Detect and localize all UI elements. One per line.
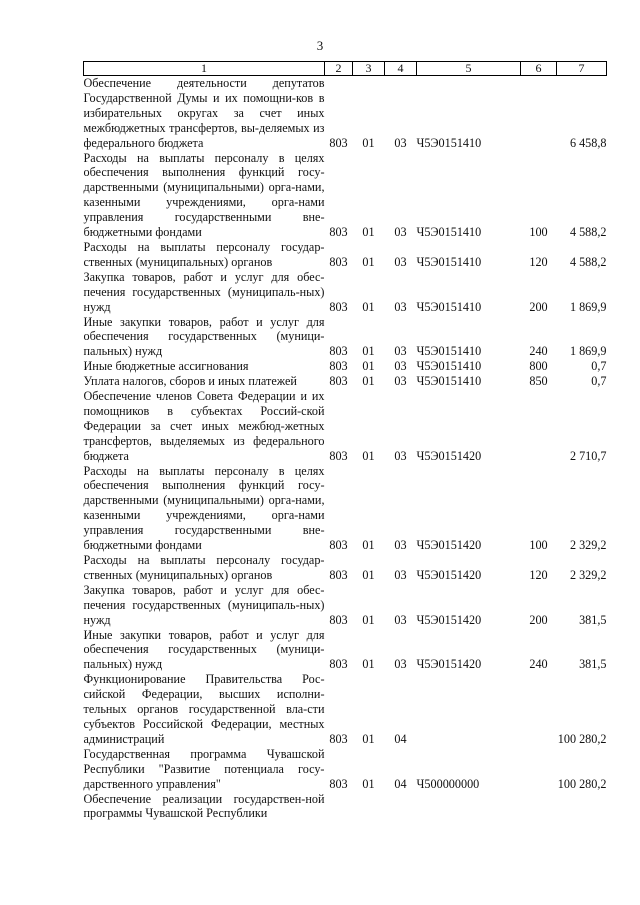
column-header: 4 (385, 62, 417, 76)
department-code: 803 (329, 612, 348, 627)
target-item-code: Ч500000000 (416, 776, 480, 791)
subsection-code: 03 (394, 359, 407, 374)
subsection-code: 03 (394, 448, 407, 463)
row-description: Обеспечение членов Совета Федерации и их помощников в субъектах Россий-ской Федерации за счет иных межбюд-жетных трансфертов, выделяемых из федерального бюджета (83, 389, 325, 463)
table-row (84, 672, 607, 747)
amount: 2 329,2 (569, 538, 607, 553)
department-code: 803 (329, 448, 348, 463)
subsection-code: 03 (394, 612, 407, 627)
department-code (325, 792, 353, 822)
column-header: 1 (84, 62, 325, 76)
expense-type-code: 240 (529, 344, 548, 359)
target-item-code (417, 672, 521, 747)
amount: 2 710,7 (569, 448, 607, 463)
row-description: Закупка товаров, работ и услуг для обес-печения государственных (муниципаль-ных) нужд (83, 582, 325, 627)
expense-type-code (521, 792, 557, 822)
row-description: Иные бюджетные ассигнования (83, 359, 249, 374)
table-row (84, 464, 607, 553)
section-code: 01 (362, 776, 375, 791)
column-header: 7 (557, 62, 607, 76)
department-code: 803 (329, 538, 348, 553)
table-row (84, 792, 607, 822)
row-description: Уплата налогов, сборов и иных платежей (83, 374, 297, 389)
target-item-code: Ч5Э0151410 (416, 225, 482, 240)
section-code: 01 (362, 359, 375, 374)
department-code: 803 (329, 225, 348, 240)
table-row (84, 270, 607, 315)
department-code: 803 (329, 657, 348, 672)
section-code: 01 (362, 731, 375, 746)
table-row (84, 359, 607, 374)
section-code: 01 (362, 374, 375, 389)
subsection-code: 04 (394, 731, 407, 746)
department-code: 803 (329, 344, 348, 359)
target-item-code: Ч5Э0151410 (416, 344, 482, 359)
table-row (84, 240, 607, 270)
amount: 0,7 (591, 359, 607, 374)
amount: 100 280,2 (557, 731, 607, 746)
department-code: 803 (329, 135, 348, 150)
section-code: 01 (362, 254, 375, 269)
table-row (84, 553, 607, 583)
target-item-code: Ч5Э0151420 (416, 538, 482, 553)
amount: 1 869,9 (569, 344, 607, 359)
amount: 2 329,2 (569, 567, 607, 582)
expense-type-code: 800 (529, 359, 548, 374)
target-item-code: Ч5Э0151410 (416, 299, 482, 314)
department-code: 803 (329, 254, 348, 269)
budget-table-body (84, 76, 607, 822)
amount: 0,7 (591, 374, 607, 389)
target-item-code: Ч5Э0151420 (416, 657, 482, 672)
table-row (84, 628, 607, 673)
amount: 381,5 (579, 657, 607, 672)
row-description: Обеспечение деятельности депутатов Государственной Думы и их помощни-ков в избирательных округах за счет иных межбюджетных трансфертов, вы-деляемых из федерального бюджета (83, 76, 325, 150)
subsection-code: 03 (394, 254, 407, 269)
section-code: 01 (362, 225, 375, 240)
column-header: 5 (417, 62, 521, 76)
expense-type-code: 200 (529, 612, 548, 627)
subsection-code: 03 (394, 657, 407, 672)
expense-type-code: 100 (529, 225, 548, 240)
row-description: Иные закупки товаров, работ и услуг для обеспечения государственных (муници-пальных) нужд (83, 627, 325, 672)
table-row (84, 389, 607, 464)
subsection-code: 03 (394, 299, 407, 314)
target-item-code: Ч5Э0151410 (416, 374, 482, 389)
page-number: 3 (316, 38, 324, 53)
row-description: Государственная программа Чувашской Республики "Развитие потенциала госу-дарственного управления" (83, 746, 325, 791)
row-description: Расходы на выплаты персоналу государ-ственных (муниципальных) органов (83, 553, 325, 582)
section-code: 01 (362, 135, 375, 150)
department-code: 803 (329, 359, 348, 374)
section-code: 01 (362, 448, 375, 463)
row-description: Функционирование Правительства Рос-сийской Федерации, высших исполни-тельных органов государственной вла-сти субъектов Российской Федерации, местных администраций (83, 672, 325, 746)
subsection-code: 03 (394, 344, 407, 359)
amount: 381,5 (579, 612, 607, 627)
expense-type-code (521, 747, 557, 792)
expense-type-code (521, 389, 557, 464)
section-code (353, 792, 385, 822)
table-row (84, 747, 607, 792)
target-item-code: Ч5Э0151420 (416, 612, 482, 627)
amount: 6 458,8 (569, 135, 607, 150)
expense-type-code: 240 (529, 657, 548, 672)
row-description: Иные закупки товаров, работ и услуг для обеспечения государственных (муници-пальных) нужд (83, 314, 325, 359)
column-header: 3 (353, 62, 385, 76)
row-description: Расходы на выплаты персоналу государ-ственных (муниципальных) органов (83, 239, 325, 269)
department-code: 803 (329, 776, 348, 791)
target-item-code: Ч5Э0151410 (416, 135, 482, 150)
table-row (84, 151, 607, 240)
column-number-header (84, 62, 607, 76)
department-code: 803 (329, 731, 348, 746)
amount: 100 280,2 (557, 776, 607, 791)
amount (557, 792, 607, 822)
target-item-code: Ч5Э0151420 (416, 567, 482, 582)
row-description: Закупка товаров, работ и услуг для обес-печения государственных (муниципаль-ных) нужд (83, 269, 325, 314)
amount: 4 588,2 (569, 225, 607, 240)
table-row (84, 374, 607, 389)
expense-type-code (521, 76, 557, 151)
column-header: 2 (325, 62, 353, 76)
target-item-code: Ч5Э0151420 (416, 448, 482, 463)
row-description: Расходы на выплаты персоналу в целях обеспечения выполнения функций госу-дарственными (муниципальными) орга-нами, казенными учреждениями, орга-нами управления государственными вне-бюджетными фондами (83, 150, 325, 240)
column-header: 6 (521, 62, 557, 76)
subsection-code: 04 (394, 776, 407, 791)
budget-table (83, 61, 607, 821)
department-code: 803 (329, 299, 348, 314)
expense-type-code: 850 (529, 374, 548, 389)
subsection-code: 03 (394, 567, 407, 582)
section-code: 01 (362, 657, 375, 672)
target-item-code: Ч5Э0151410 (416, 254, 482, 269)
expense-type-code: 120 (529, 567, 548, 582)
target-item-code (417, 792, 521, 822)
section-code: 01 (362, 299, 375, 314)
target-item-code: Ч5Э0151410 (416, 359, 482, 374)
table-row (84, 76, 607, 151)
section-code: 01 (362, 612, 375, 627)
section-code: 01 (362, 344, 375, 359)
subsection-code: 03 (394, 225, 407, 240)
subsection-code: 03 (394, 538, 407, 553)
subsection-code (385, 792, 417, 822)
expense-type-code: 100 (529, 538, 548, 553)
department-code: 803 (329, 374, 348, 389)
section-code: 01 (362, 567, 375, 582)
section-code: 01 (362, 538, 375, 553)
expense-type-code: 120 (529, 254, 548, 269)
subsection-code: 03 (394, 374, 407, 389)
expense-type-code: 200 (529, 299, 548, 314)
table-row (84, 315, 607, 360)
expense-type-code (521, 672, 557, 747)
row-description: Обеспечение реализации государствен-ной программы Чувашской Республики (83, 791, 325, 821)
amount: 4 588,2 (569, 254, 607, 269)
subsection-code: 03 (394, 135, 407, 150)
table-row (84, 583, 607, 628)
department-code: 803 (329, 567, 348, 582)
amount: 1 869,9 (569, 299, 607, 314)
row-description: Расходы на выплаты персоналу в целях обеспечения выполнения функций госу-дарственными (муниципальными) орга-нами, казенными учреждениями, орга-нами управления государственными вне-бюджетными фондами (83, 463, 325, 553)
